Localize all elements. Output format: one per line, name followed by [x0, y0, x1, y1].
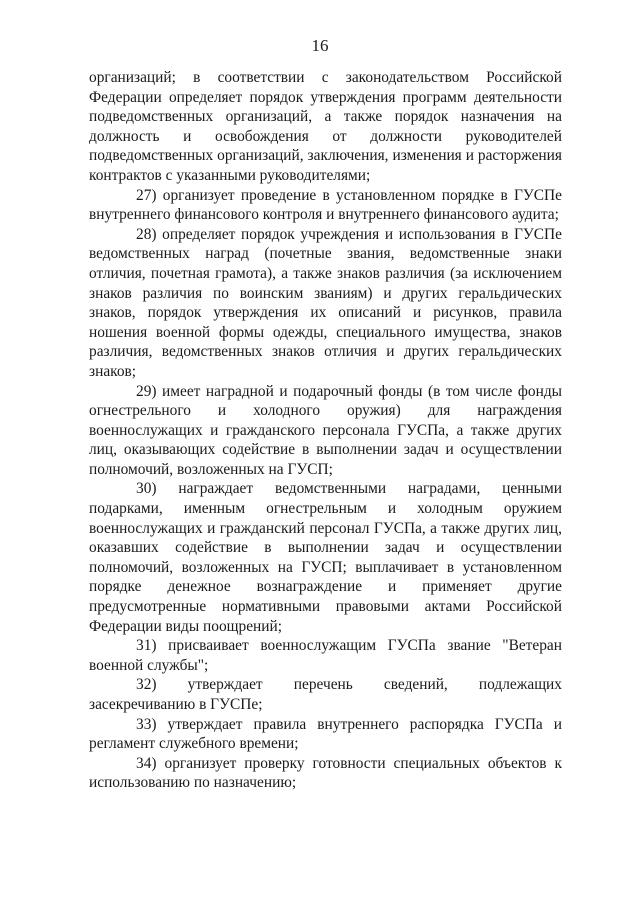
paragraph-item-34: 34) организует проверку готовности специальных объектов к использованию по назначению;	[89, 754, 562, 792]
paragraph-item-29: 29) имеет наградной и подарочный фонды (в том числе фонды огнестрельного и холодного оружия) для награждения военнослужащих и гражданского персонала ГУСПа, а также других лиц, оказывающих содействие в выполнении задач и осуществлении полномочий, возложенных на ГУСП;	[89, 382, 562, 478]
paragraph-item-27: 27) организует проведение в установленном порядке в ГУСПе внутреннего финансового контроля и внутреннего финансового аудита;	[89, 186, 562, 224]
paragraph-item-30: 30) награждает ведомственными наградами, ценными подарками, именным огнестрельным и холодным оружием военнослужащих и гражданский персонал ГУСПа, а также других лиц, оказавших содействие в выполнении задач и осуществлении полномочий, возложенных на ГУСП; выплачивает в установленном порядке денежное вознаграждение и применяет другие предусмотренные нормативными правовыми актами Российской Федерации виды поощрений;	[89, 480, 562, 635]
paragraph-item-28: 28) определяет порядок учреждения и использования в ГУСПе ведомственных наград (почетные звания, ведомственные знаки отличия, почетная грамота), а также знаков различия (за исключением знаков различия по воинским званиям) и других геральдических знаков, порядок утверждения их описаний и рисунков, правила ношения военной формы одежды, специального имущества, знаков различия, ведомственных знаков отличия и других геральдических знаков;	[89, 225, 562, 380]
paragraph-item-32: 32) утверждает перечень сведений, подлежащих засекречиванию в ГУСПе;	[89, 676, 562, 713]
paragraph-item-31: 31) присваивает военнослужащим ГУСПа звание "Ветеран военной службы";	[89, 637, 562, 674]
page-number: 16	[311, 36, 329, 55]
paragraph-continuation: организаций; в соответствии с законодательством Российской Федерации определяет порядок утверждения программ деятельности подведомственных организаций, а также порядок назначения на должность и освобождения от должности руководителей подведомственных организаций, заключения, изменения и расторжения контрактов с указанными руководителями;	[89, 69, 562, 184]
document-body	[89, 68, 562, 793]
paragraph-item-33: 33) утверждает правила внутреннего распорядка ГУСПа и регламент служебного времени;	[89, 715, 562, 753]
